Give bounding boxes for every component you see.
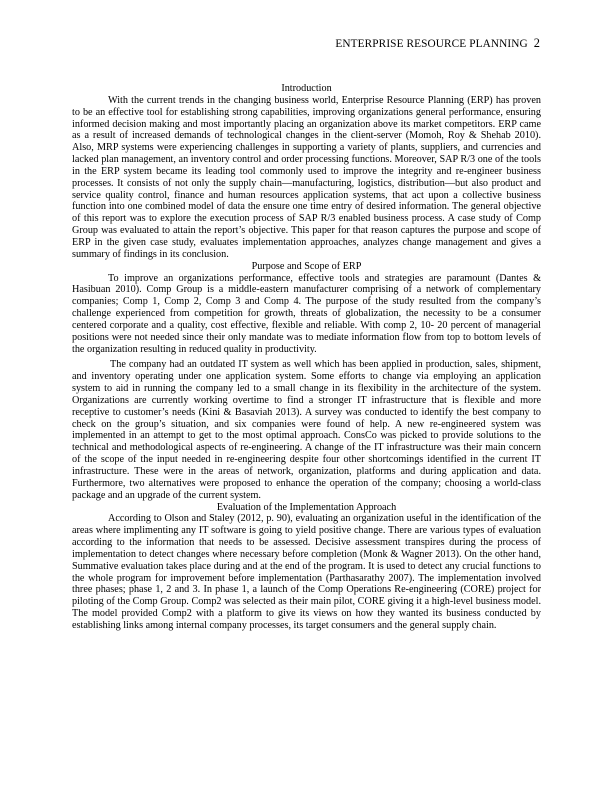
section-heading-evaluation: Evaluation of the Implementation Approach — [216, 501, 397, 513]
running-head-title: ENTERPRISE RESOURCE PLANNING — [335, 38, 528, 50]
purpose-paragraph-1: To improve an organizations performance, effective tools and strategies are paramount (Dantes & Hasibuan 2010). Comp Group is a middle-eastern manufacturer comprising of a network of complementary companies; Comp 1, Comp 2, Comp 3 and Comp 4. The purpose of the study resulted from the company’s challenge experienced from competition for growth, threats of globalization, the necessity to be a consumer centered corporate and a quality, cost effective, flexible and reliable. With comp 2, 10- 20 percent of managerial positions were not needed since their only mandate was to mediate information flow from top to bottom levels of the organization resulting in reduced quality in productivity. — [72, 272, 541, 355]
section-heading-purpose-scope: Purpose and Scope of ERP — [251, 260, 362, 272]
purpose-paragraph-2: The company had an outdated IT system as well which has been applied in production, sales, shipment, and inventory operating under one application system. Some efforts to change via employing an application system to aid in running the company led to a small change in its flexibility in the architecture of the system. Organizations are currently working overtime to find a stronger IT infrastructure that is flexible and more receptive to customer’s needs (Kini & Basaviah 2013). A survey was conducted to identify the best company to check on the group’s situation, and six companies were found of help. A new re-engineered system was implemented in an attempt to get to the most optimal approach. ConsCo was picked to provide solutions to the technical and methodological aspects of re-engineering. A change of the IT infrastructure was their main concern of the scope of the input needed in re-engineering despite four other shortcomings identified in the current IT infrastructure. These were in the areas of network, organization, platforms and during application and data. Furthermore, two alternatives were proposed to enhance the operation of the company; choosing a world-class package and an upgrade of the current system. — [72, 359, 541, 501]
page-number: 2 — [533, 36, 540, 50]
introduction-paragraph: With the current trends in the changing business world, Enterprise Resource Planning (ERP) has proven to be an effective tool for establishing strong capabilities, improving organizations general performance, ensuring informed decision making and most importantly placing an organization above its market competitors. ERP came as a result of increased demands of technological changes in the client-server (Momoh, Roy & Shehab 2010). Also, MRP systems were experiencing challenges in supporting a variety of plants, suppliers, and currencies and lacked plan management, an inventory control and order processing functions. Moreover, SAP R/3 one of the tools in the ERP system became its leading tool commonly used to improve the integrity and re-engineer business processes. It consists of not only the supply chain—manufacturing, logistics, distribution—but also product and service quality control, finance and human resources application systems, that act upon a collective business function into one combined model of data the ensure one time entry of desired information. The general objective of this report was to explore the execution process of SAP R/3 enabled business process. A case study of Comp Group was evaluated to attain the report’s objective. This paper for that reason captures the purpose and scope of ERP in the given case study, evaluates implementation approaches, analyzes change management and gives a summary of findings in its conclusion. — [72, 94, 541, 260]
document-body — [72, 83, 541, 632]
evaluation-paragraph: According to Olson and Staley (2012, p. 90), evaluating an organization useful in the identification of the areas where implimenting any IT software is going to yield positive change. There are various types of evaluation according to the information that needs to be assessed. Decisive assessment transpires during the process of implementation to detect changes where necessary before completion (Monk & Wagner 2013). On the other hand, Summative evaluation takes place during and at the end of the program. It is used to detect any crucial functions to the whole program for improvement before implementation (Parthasarathy 2007). The implementation involved three phases; phase 1, 2 and 3. In phase 1, a launch of the Comp Operations Re-engineering (CORE) project for piloting of the Comp Group. Comp2 was selected as their main pilot, CORE giving it a high-level business model. The model provided Comp2 with a platform to give its views on how they wanted its business conducted by establishing links among internal company processes, its target consumers and the general supply chain. — [72, 513, 541, 631]
section-heading-introduction: Introduction — [281, 83, 332, 94]
running-head — [335, 36, 540, 51]
